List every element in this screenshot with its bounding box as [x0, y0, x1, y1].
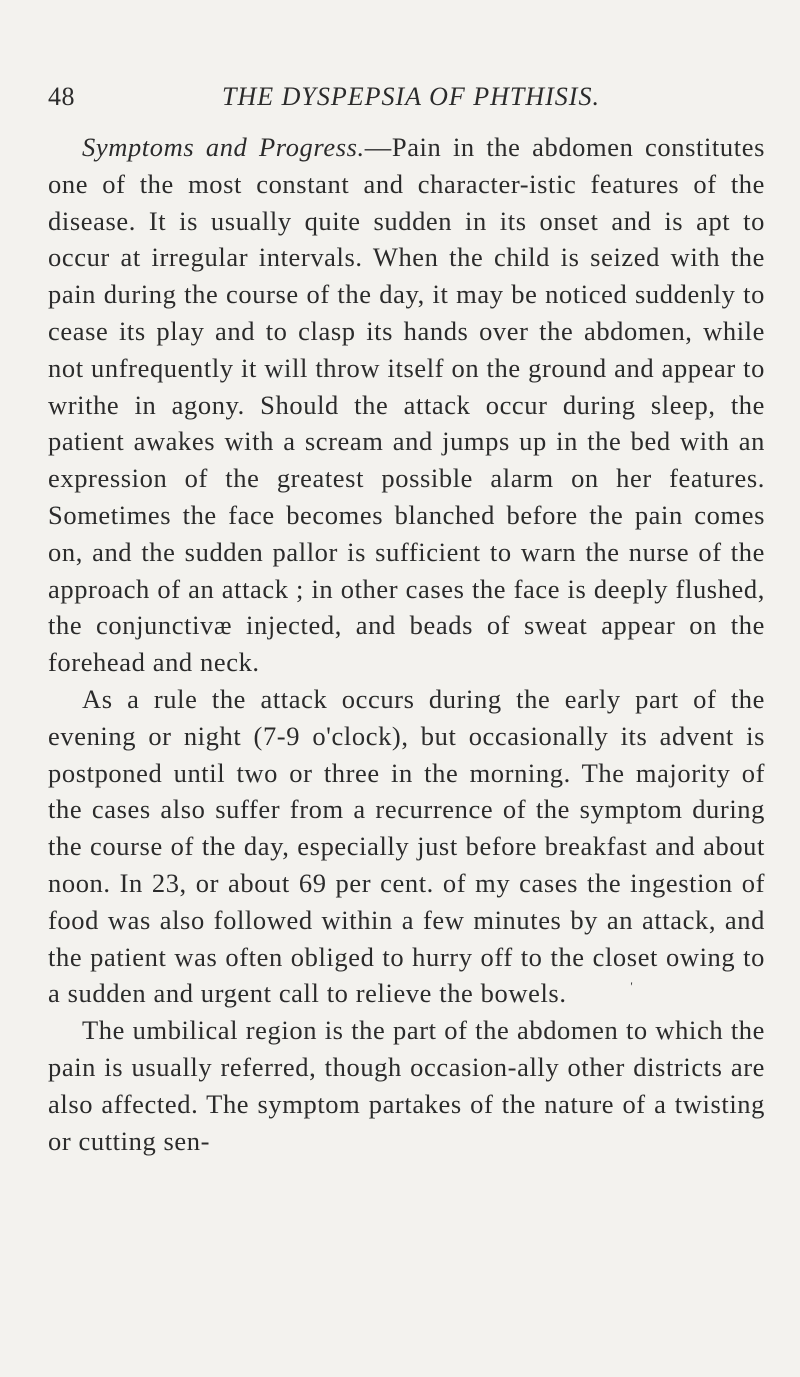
paragraph-text: —Pain in the abdomen constitutes one of the most constant and character-istic features of the disease. It is usually quite sudden in its onset and is apt to occur at irregular intervals. When the child is seized with the pain during the course of the day, it may be noticed suddenly to cease its play and to clasp its hands over the abdomen, while not unfrequently it will throw itself on the ground and appear to writhe in agony. Should the attack occur during sleep, the patient awakes with a scream and jumps up in the bed with an expression of the greatest possible alarm on her features. Sometimes the face becomes blanched before the pain comes on, and the sudden pallor is sufficient to warn the nurse of the approach of an attack ; in other cases the face is deeply flushed, the conjunctivæ injected, and beads of sweat appear on the forehead and neck.: [48, 132, 765, 678]
stray-mark: ': [630, 979, 634, 994]
paragraph-attack-timing: [48, 681, 765, 1012]
running-title: THE DYSPEPSIA OF PHTHISIS.: [222, 82, 600, 111]
paragraph-umbilical-region: [48, 1012, 765, 1159]
paragraph-text: The umbilical region is the part of the abdomen to which the pain is usually referred, though occasion-ally other districts are also affected. The symptom partakes of the nature of a twisting or cutting sen-: [48, 1015, 765, 1156]
section-lead: Symptoms and Progress.: [82, 132, 365, 162]
paragraph-symptoms: [48, 129, 765, 681]
paragraph-text: As a rule the attack occurs during the early part of the evening or night (7-9 o'clock), but occasionally its advent is postponed until two or three in the morning. The majority of the cases also suffer from a recurrence of the symptom during the course of the day, especially just before breakfast and about noon. In 23, or about 69 per cent. of my cases the ingestion of food was also followed within a few minutes by an attack, and the patient was often obliged to hurry off to the closet owing to a sudden and urgent call to relieve the bowels.: [48, 683, 765, 1009]
body-text: [48, 129, 765, 1159]
page-header: [48, 82, 748, 122]
page-number: 48: [48, 82, 75, 111]
